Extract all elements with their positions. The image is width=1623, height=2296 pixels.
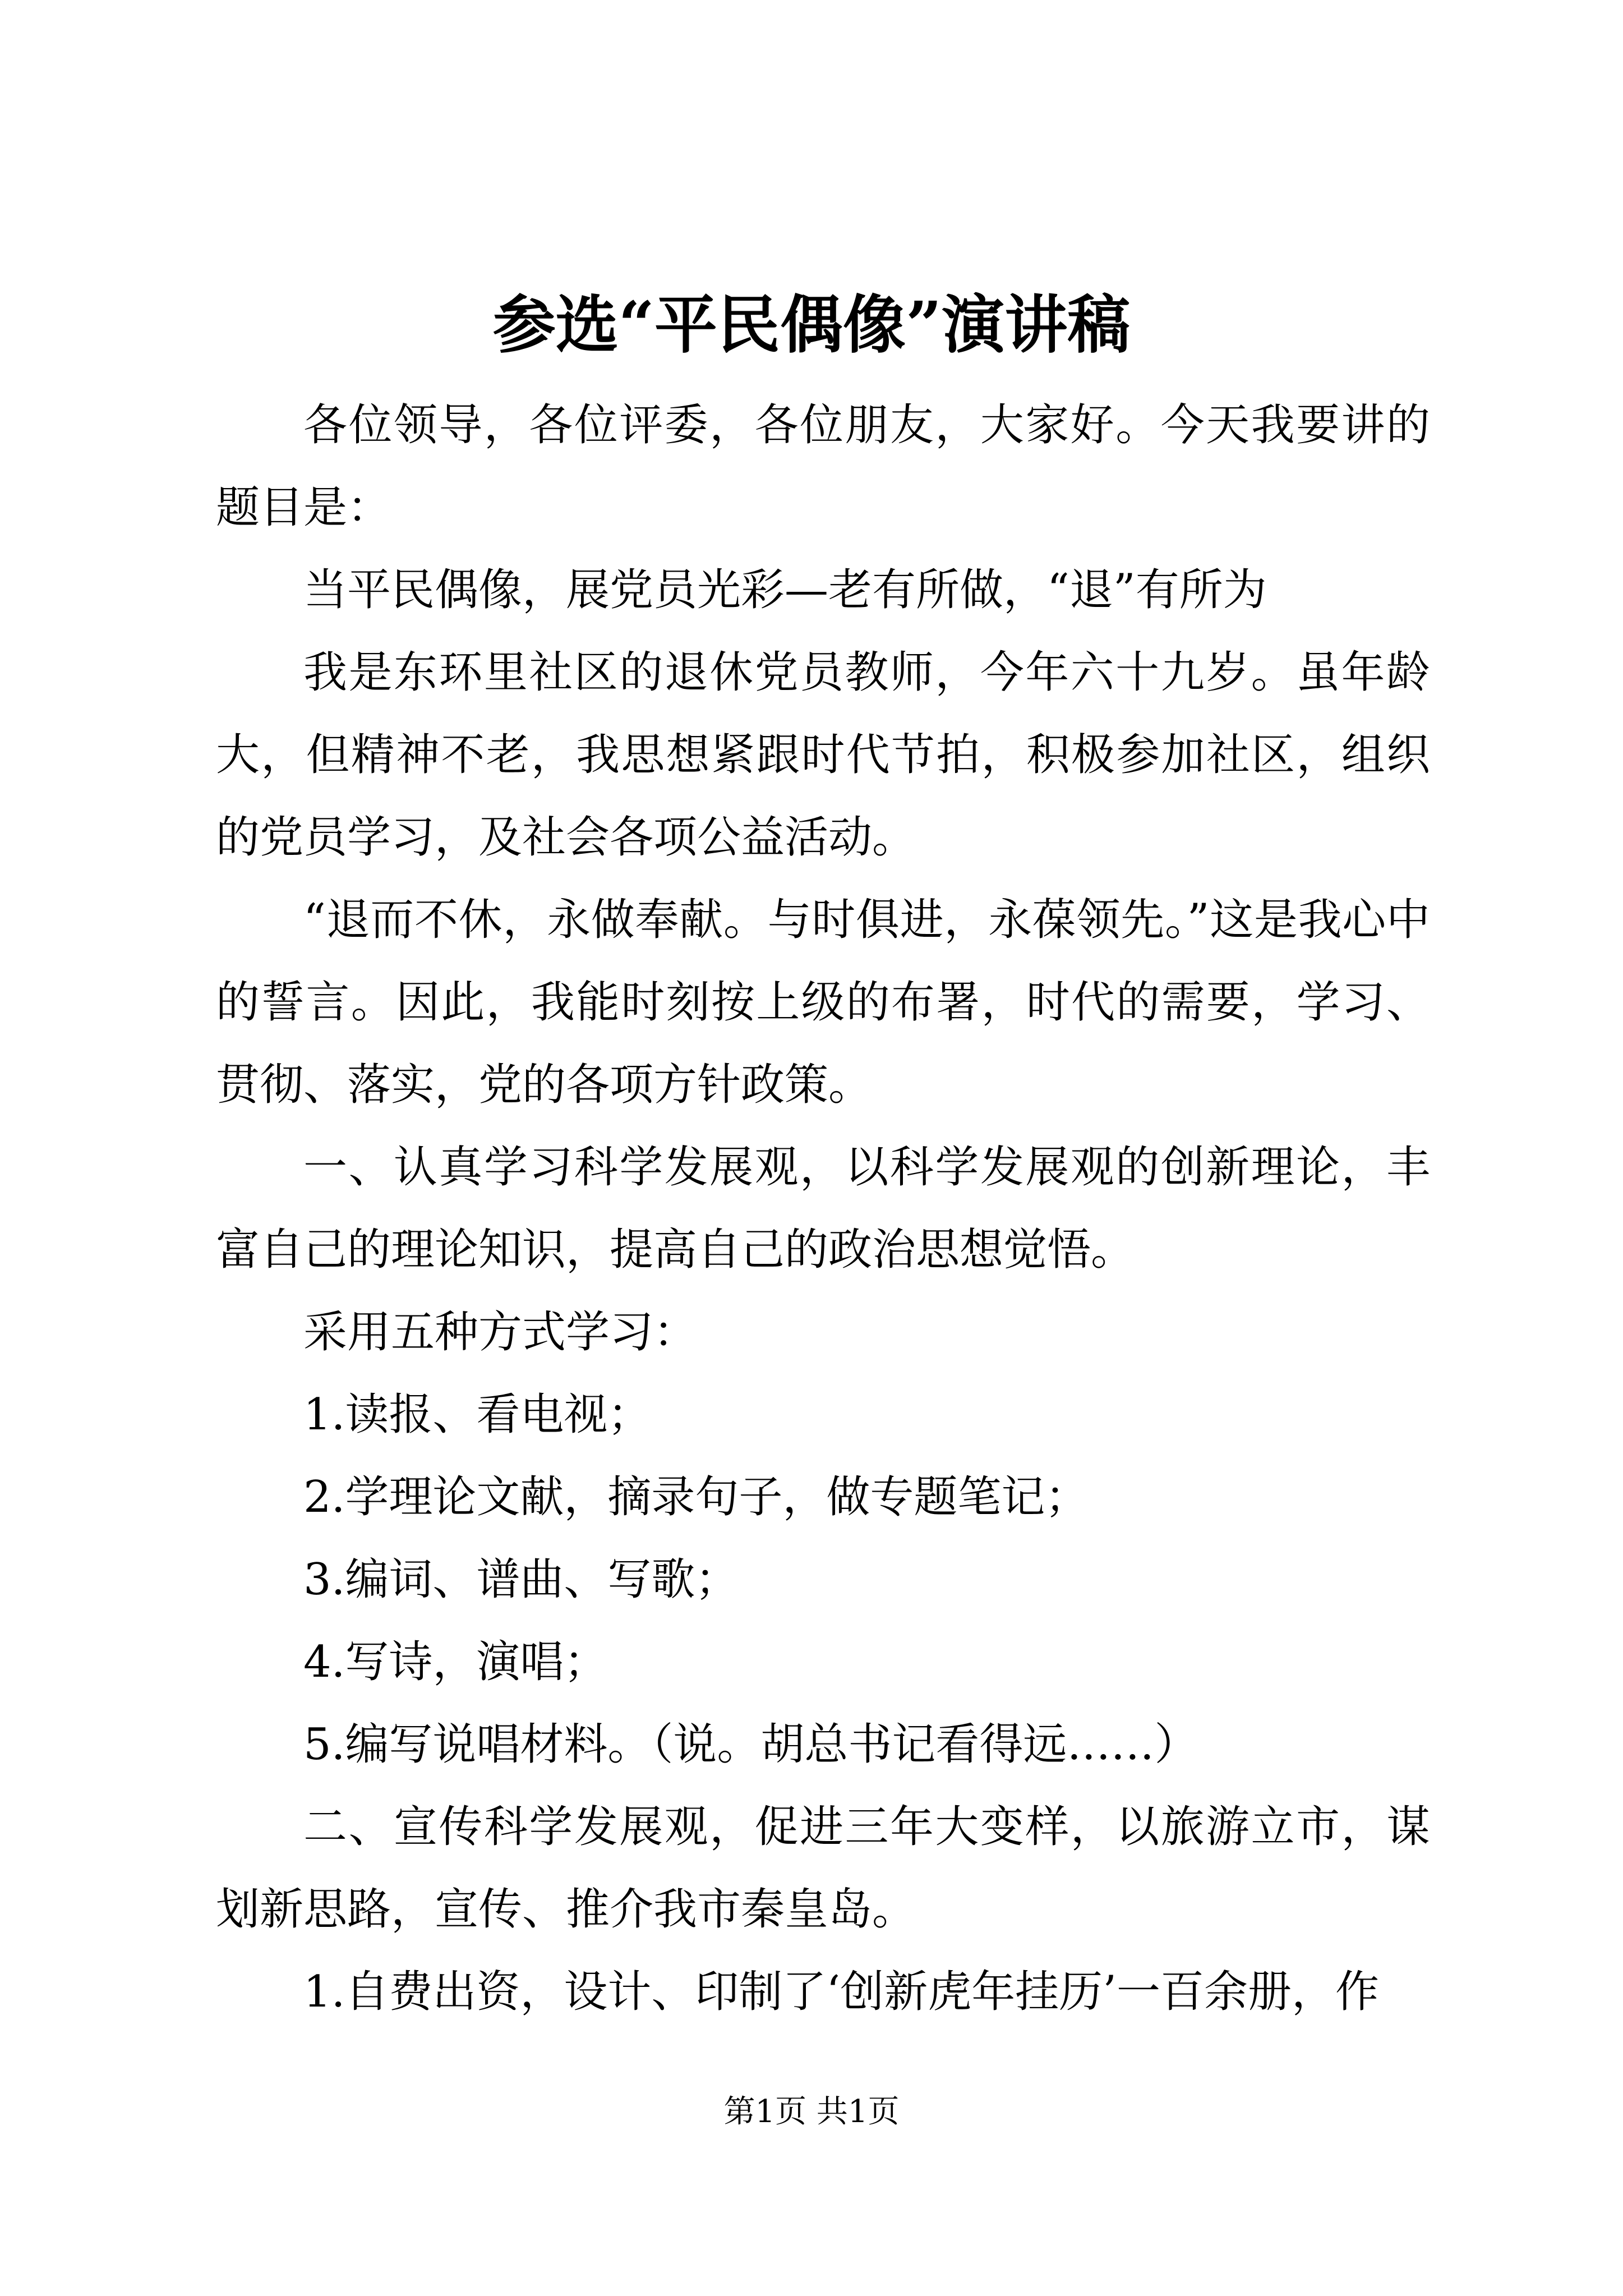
document-title: 参选“平民偶像”演讲稿: [492, 288, 1131, 362]
document-body: [216, 384, 1430, 2033]
list-item-2: 2.学理论文献，摘录句子，做专题笔记；: [303, 1472, 1089, 1522]
paragraph-section-two: 二、宣传科学发展观，促进三年大变样，以旅游立市，谋划新思路，宣传、推介我市秦皇岛。: [216, 1802, 1430, 1935]
list-item-4: 4.写诗，演唱；: [303, 1637, 608, 1687]
paragraph-motto: “退而不休，永做奉献。与时俱进，永葆领先。”这是我心中的誓言。因此，我能时刻按上级的布署，时代的需要，学习、贯彻、落实，党的各项方针政策。: [216, 895, 1430, 1110]
list-item-1: 1.读报、看电视；: [303, 1389, 652, 1440]
paragraph-section-two-item-1: 1.自费出资，设计、印制了‘创新虎年挂历’一百余册，作: [303, 1967, 1380, 2017]
paragraph-greeting: 各位领导，各位评委，各位朋友，大家好。今天我要讲的题目是：: [216, 400, 1430, 533]
paragraph-section-one: 一、认真学习科学发展观，以科学发展观的创新理论，丰富自己的理论知识，提高自己的政治思想觉悟。: [216, 1142, 1430, 1275]
list-item-3: 3.编词、谱曲、写歌；: [303, 1554, 739, 1605]
paragraph-topic: 当平民偶像，展党员光彩—老有所做，“退”有所为: [303, 565, 1267, 615]
page-footer: 第1页 共1页: [723, 2093, 900, 2130]
paragraph-introduction: 我是东环里社区的退休党员教师，今年六十九岁。虽年龄大，但精神不老，我思想紧跟时代节拍，积极参加社区，组织的党员学习，及社会各项公益活动。: [216, 647, 1430, 863]
paragraph-study-methods: 采用五种方式学习：: [303, 1307, 698, 1358]
list-item-5: 5.编写说唱材料。（说。胡总书记看得远……）: [303, 1719, 1198, 1770]
